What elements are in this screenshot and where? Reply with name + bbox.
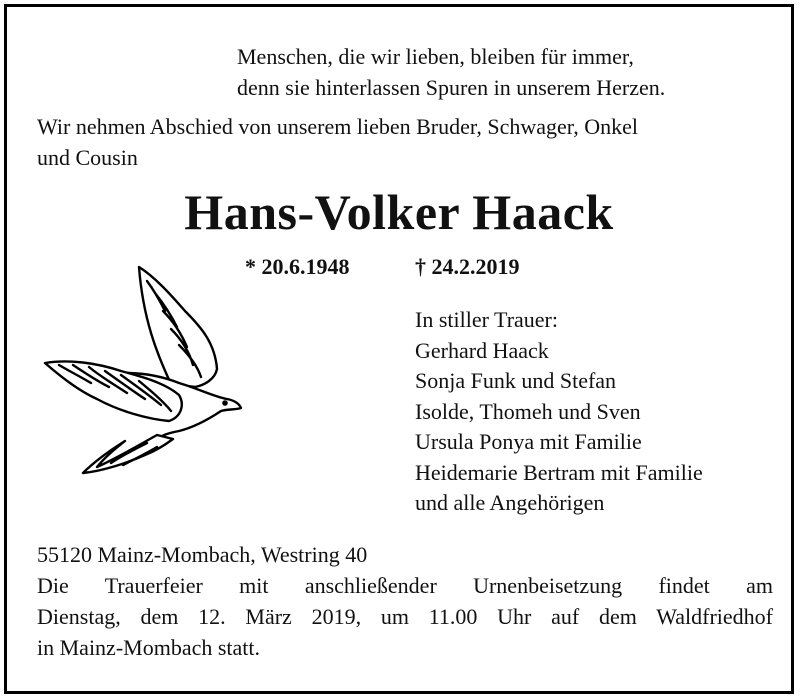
ceremony-line-2: Dienstag, dem 12. März 2019, um 11.00 Uhr auf dem Waldfriedhof [37, 604, 773, 629]
mourners-heading: In stiller Trauer: [415, 307, 558, 332]
mourner-name: Isolde, Thomeh und Sven [415, 398, 641, 424]
intro-text [37, 111, 767, 173]
dove-icon [39, 259, 249, 489]
obituary-notice [4, 4, 794, 694]
poem [237, 41, 665, 103]
poem-line-1: Menschen, die wir lieben, bleiben für immer, [237, 44, 634, 69]
mourner-name: Gerhard Haack [415, 337, 549, 363]
ceremony-line-3: in Mainz-Mombach statt. [37, 635, 261, 660]
intro-line-2: und Cousin [37, 145, 138, 170]
ceremony-details [37, 570, 773, 663]
mourner-name: und alle Angehörigen [415, 490, 605, 515]
mourner-name: Heidemarie Bertram mit Familie [415, 459, 703, 485]
intro-line-1: Wir nehmen Abschied von unserem lieben Bruder, Schwager, Onkel [37, 114, 638, 139]
deceased-name: Hans-Volker Haack [184, 184, 614, 240]
poem-line-2: denn sie hinterlassen Spuren in unserem Herzen. [237, 75, 666, 100]
ceremony-line-1: Die Trauerfeier mit anschließender Urnenbeisetzung findet am [37, 573, 773, 598]
birth-date: * 20.6.1948 [245, 254, 350, 279]
mourner-name: Ursula Ponya mit Familie [415, 429, 642, 454]
life-dates [245, 254, 520, 280]
death-date: † 24.2.2019 [415, 254, 520, 279]
mourner-name: Sonja Funk und Stefan [415, 368, 617, 393]
address: 55120 Mainz-Mombach, Westring 40 [37, 542, 368, 567]
mourners-list [415, 305, 703, 519]
